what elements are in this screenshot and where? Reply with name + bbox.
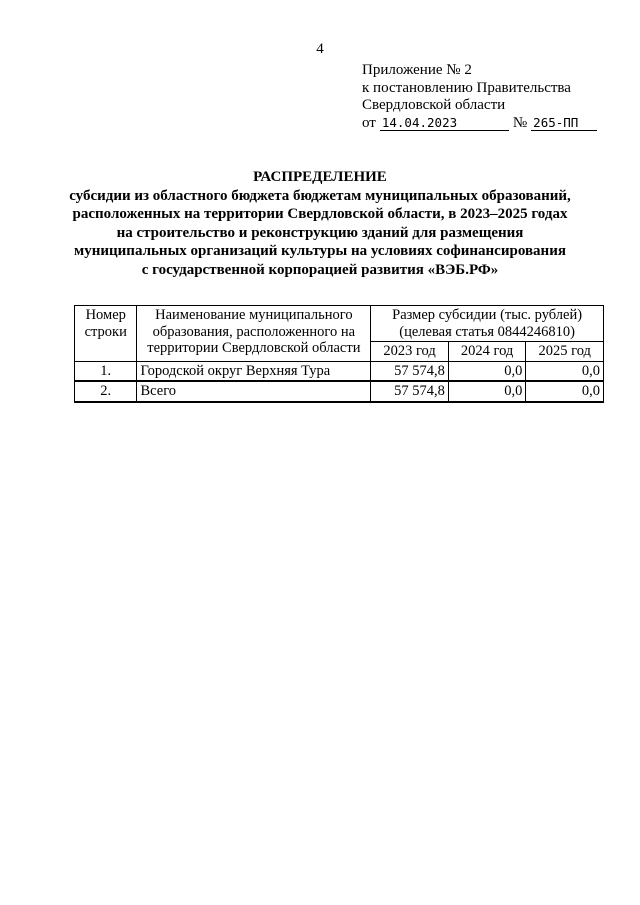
appendix-date-number-row bbox=[362, 115, 597, 133]
title-line-3: на строительство и реконструкцию зданий для размещения bbox=[116, 224, 524, 241]
number-sign: № bbox=[512, 114, 528, 131]
title-line-2: расположенных на территории Свердловской области, в 2023–2025 годах bbox=[72, 206, 568, 222]
title-heading: РАСПРЕДЕЛЕНИЕ bbox=[253, 169, 387, 185]
appendix-line-2: к постановлению Правительства bbox=[362, 79, 571, 96]
page-number: 4 bbox=[316, 41, 324, 57]
title-line-1: субсидии из областного бюджета бюджетам муниципальных образований, bbox=[69, 187, 571, 204]
header-name: Наименование муниципального образования, расположенного на территории Свердловской области bbox=[137, 306, 371, 362]
appendix-line-3: Свердловской области bbox=[362, 97, 506, 113]
date-field: 14.04.2023 bbox=[380, 116, 509, 131]
document-title bbox=[60, 168, 580, 279]
table-row bbox=[75, 381, 604, 402]
number-field: 265-ПП bbox=[531, 116, 597, 131]
row-value-2024: 0,0 bbox=[448, 381, 526, 402]
row-value-2024: 0,0 bbox=[448, 361, 526, 381]
title-line-4: муниципальных организаций культуры на условиях софинансирования bbox=[74, 243, 566, 259]
header-size: Размер субсидии (тыс. рублей) (целевая статья 0844246810) bbox=[371, 306, 604, 342]
table-header-row bbox=[75, 306, 604, 342]
row-value-2023: 57 574,8 bbox=[371, 381, 449, 402]
row-number: 2. bbox=[75, 381, 137, 402]
header-number: Номер строки bbox=[75, 306, 137, 362]
row-value-2025: 0,0 bbox=[526, 361, 604, 381]
date-prefix: от bbox=[362, 114, 376, 131]
appendix-block bbox=[362, 62, 597, 132]
row-number: 1. bbox=[75, 361, 137, 381]
row-value-2025: 0,0 bbox=[526, 381, 604, 402]
title-line-5: с государственной корпорацией развития «ВЭБ.РФ» bbox=[141, 261, 499, 278]
header-year-2025: 2025 год bbox=[526, 342, 604, 362]
header-year-2023: 2023 год bbox=[371, 342, 449, 362]
appendix-line-1: Приложение № 2 bbox=[362, 62, 472, 78]
row-name: Городской округ Верхняя Тура bbox=[137, 361, 371, 381]
header-year-2024: 2024 год bbox=[448, 342, 526, 362]
subsidy-table bbox=[74, 305, 604, 403]
row-value-2023: 57 574,8 bbox=[371, 361, 449, 381]
table-row bbox=[75, 361, 604, 381]
row-name: Всего bbox=[137, 381, 371, 402]
